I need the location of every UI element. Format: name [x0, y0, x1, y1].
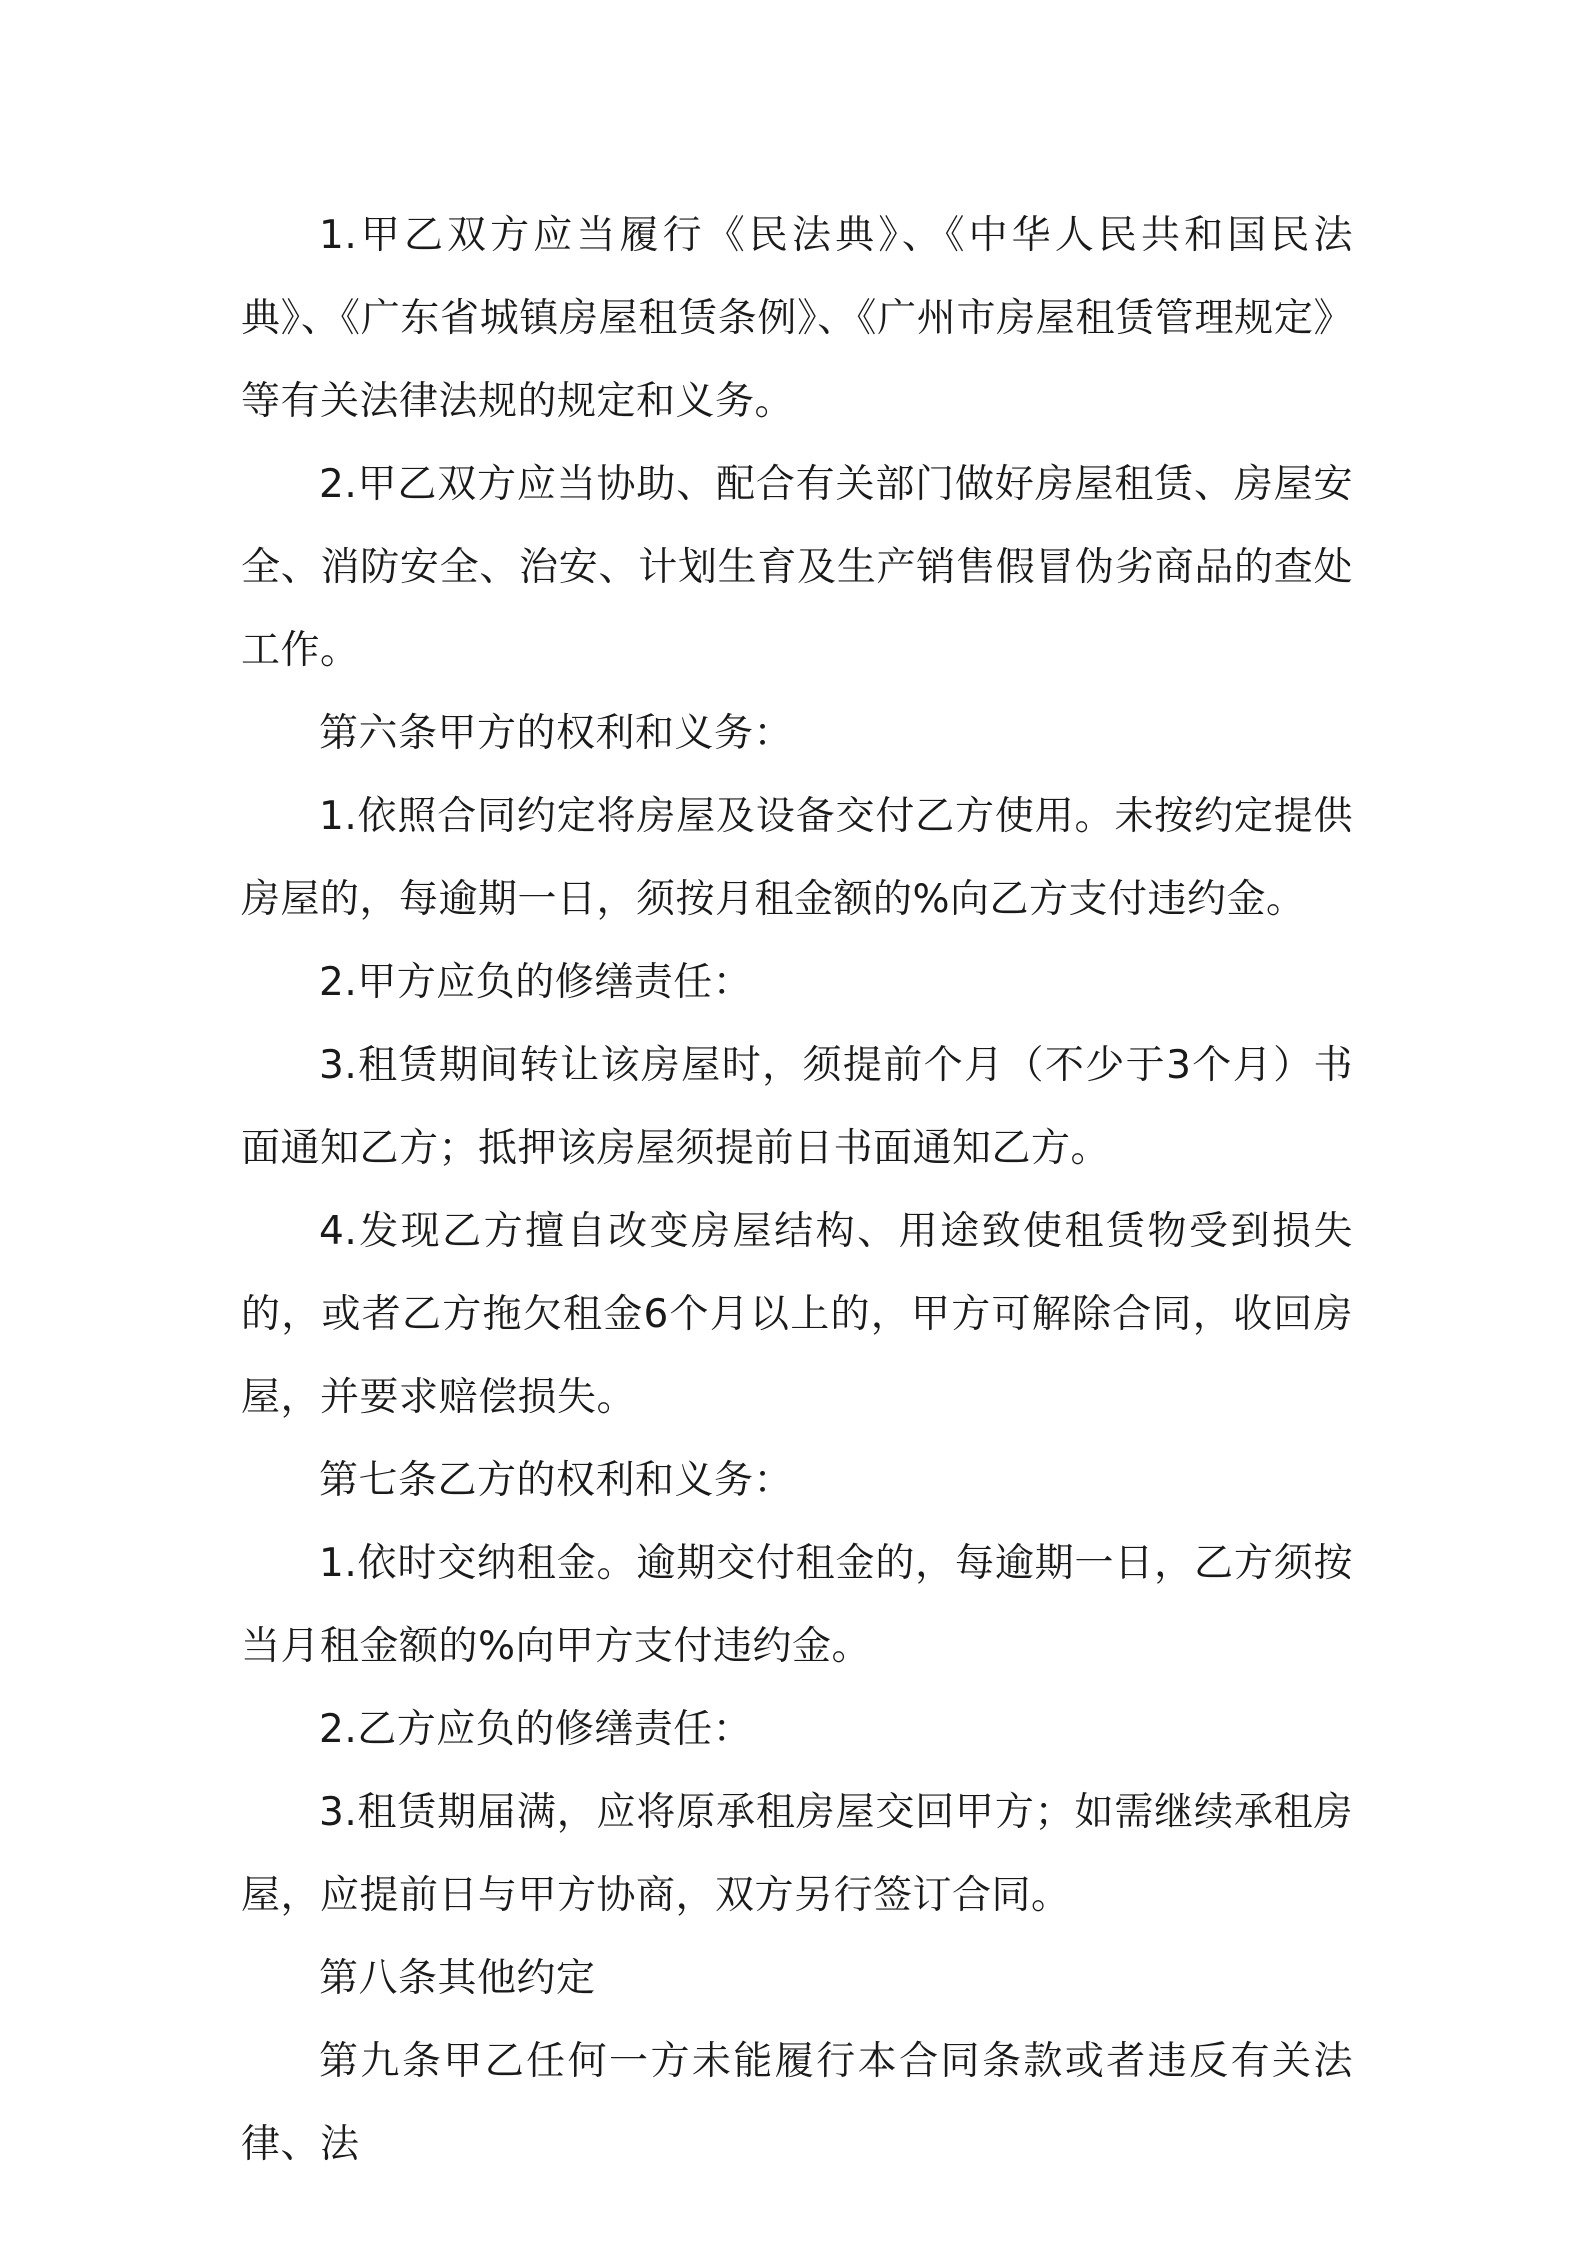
article-6-item-4: 4.发现乙方擅自改变房屋结构、用途致使租赁物受到损失的，或者乙方拖欠租金6个月以上的，甲方可解除合同，收回房屋，并要求赔偿损失。: [241, 1209, 1353, 1420]
article-7-item-3: 3.租赁期届满，应将原承租房屋交回甲方；如需继续承租房屋，应提前日与甲方协商，双方另行签订合同。: [241, 1790, 1353, 1918]
article-7-heading: 第七条乙方的权利和义务：: [319, 1458, 794, 1503]
article-6-item-2: 2.甲方应负的修缮责任：: [319, 960, 753, 1005]
article-8-heading: 第八条其他约定: [319, 1956, 596, 2001]
paragraph-obligations-law: 1.甲乙双方应当履行《民法典》、《中华人民共和国民法典》、《广东省城镇房屋租赁条例》、《广州市房屋租赁管理规定》等有关法律法规的规定和义务。: [241, 213, 1353, 424]
article-7-item-1: 1.依时交纳租金。逾期交付租金的，每逾期一日，乙方须按当月租金额的%向甲方支付违约金。: [241, 1541, 1353, 1669]
document-body: [241, 194, 1353, 2186]
article-9-text: 第九条甲乙任何一方未能履行本合同条款或者违反有关法律、法: [241, 2039, 1353, 2167]
paragraph-obligations-cooperation: 2.甲乙双方应当协助、配合有关部门做好房屋租赁、房屋安全、消防安全、治安、计划生育及生产销售假冒伪劣商品的查处工作。: [241, 462, 1353, 673]
article-6-item-1: 1.依照合同约定将房屋及设备交付乙方使用。未按约定提供房屋的，每逾期一日，须按月租金额的%向乙方支付违约金。: [241, 794, 1353, 922]
article-7-item-2: 2.乙方应负的修缮责任：: [319, 1707, 753, 1752]
article-6-item-3: 3.租赁期间转让该房屋时，须提前个月（不少于3个月）书面通知乙方；抵押该房屋须提前日书面通知乙方。: [241, 1043, 1353, 1171]
article-6-heading: 第六条甲方的权利和义务：: [319, 711, 794, 756]
